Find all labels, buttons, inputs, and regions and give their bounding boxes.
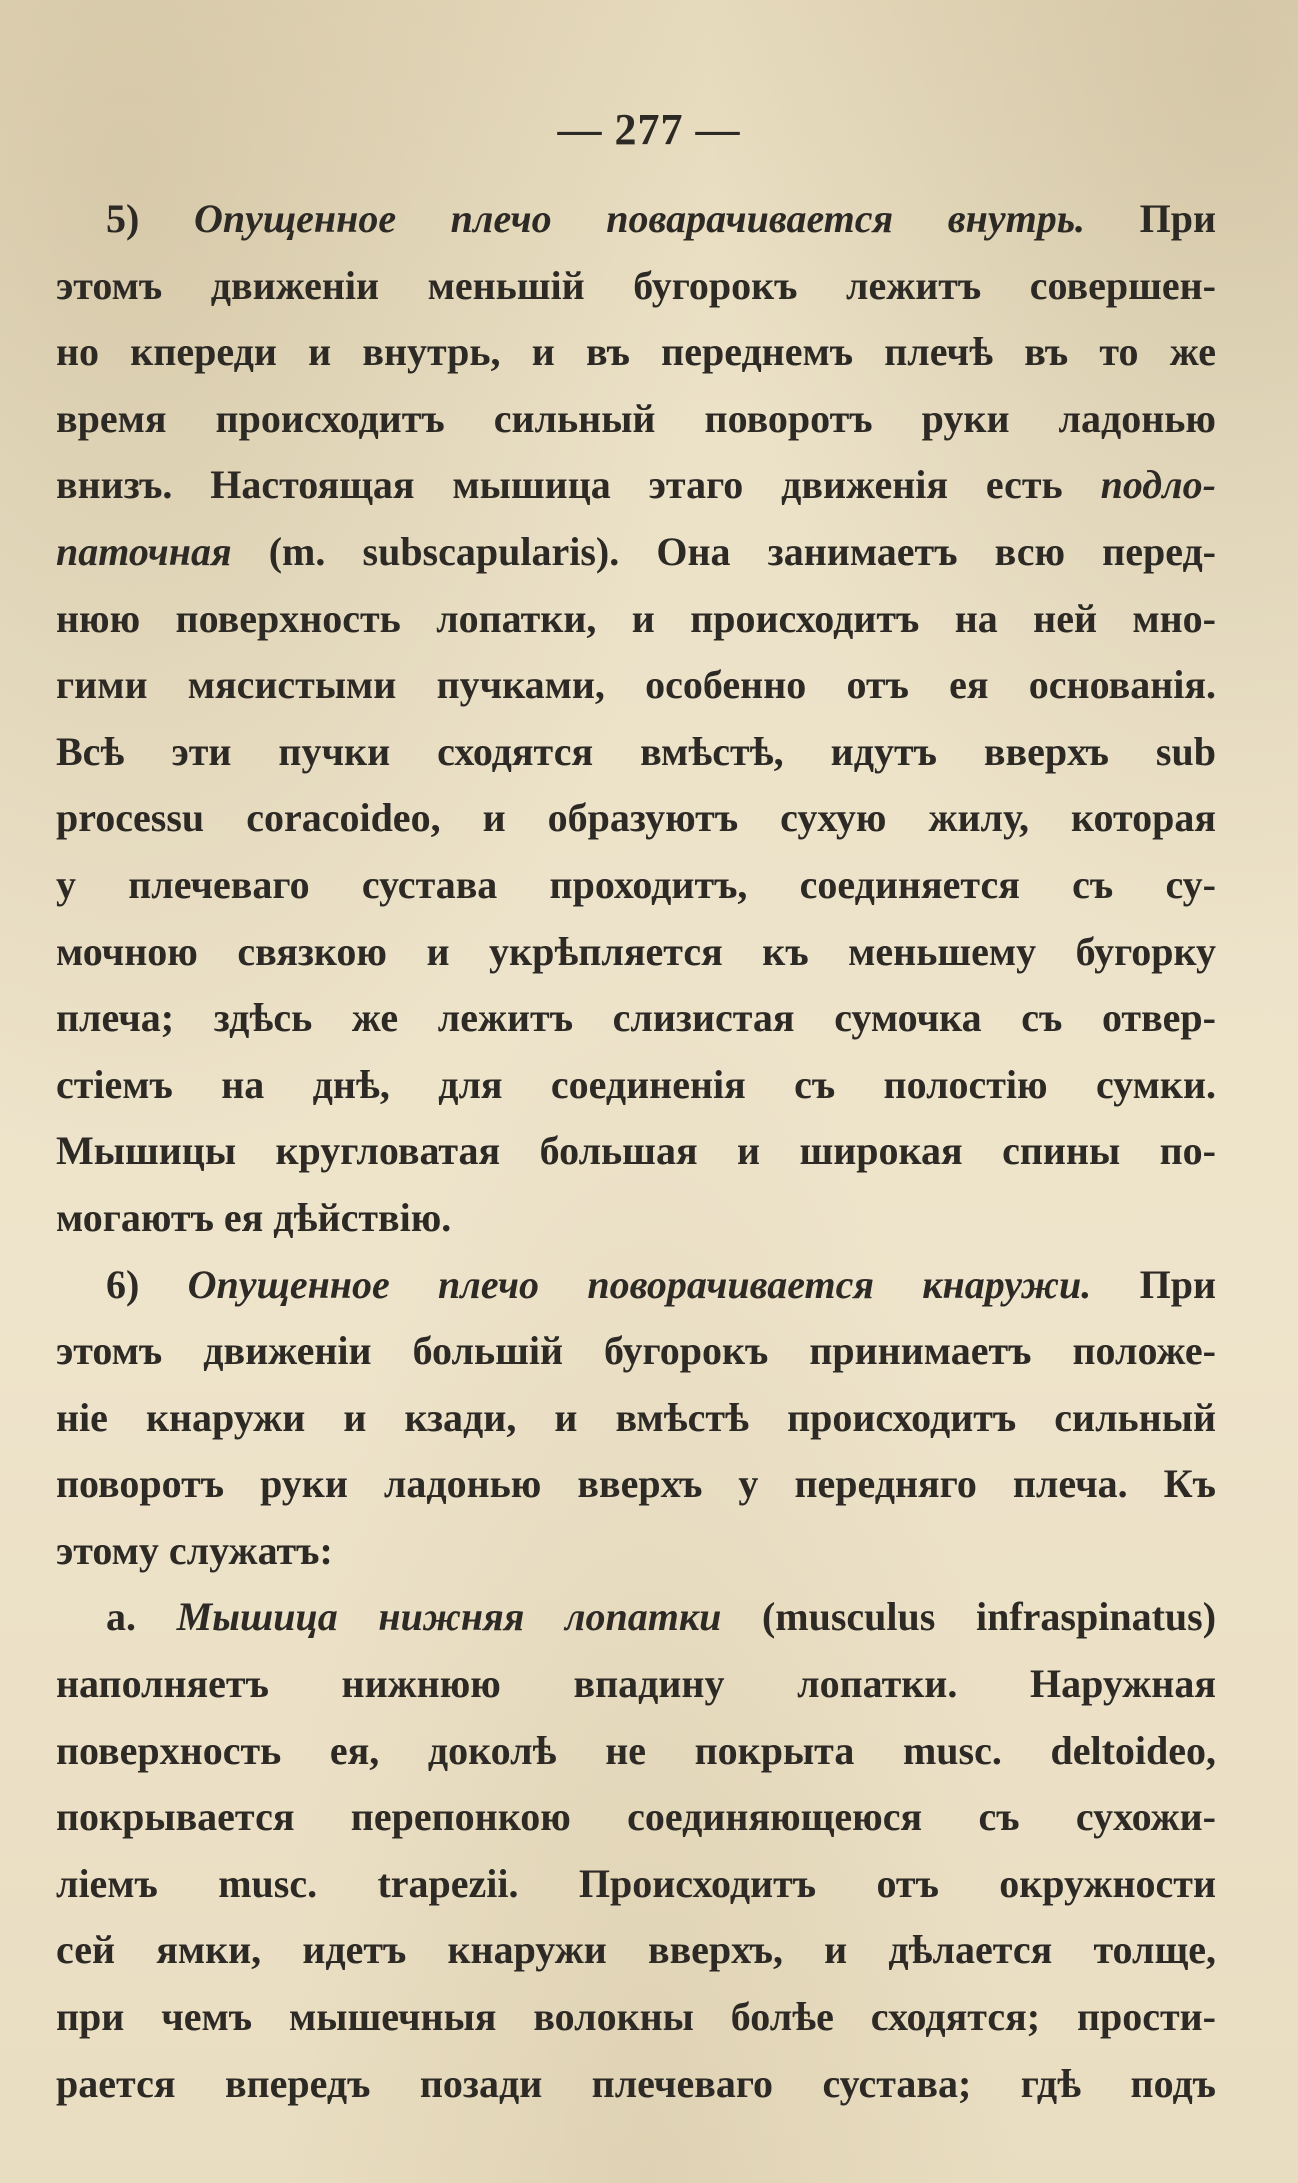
text-segment: При <box>1084 196 1216 241</box>
text-line <box>56 1185 1216 1252</box>
text-line <box>56 1651 1216 1718</box>
text-segment: 5) <box>106 196 194 241</box>
text-line <box>56 1784 1216 1851</box>
text-line <box>56 1718 1216 1785</box>
text-segment: стіемъ на днѣ, для соединенія съ полостію сумки. <box>56 1061 1216 1107</box>
text-line <box>56 186 1216 253</box>
text-line <box>56 2051 1216 2118</box>
text-line <box>56 1118 1216 1185</box>
italic-term: Опущенное плечо поворачивается кнаружи. <box>187 1261 1092 1307</box>
text-segment: поверхность ея, доколѣ не покрыта musc. deltoideo, <box>56 1727 1216 1773</box>
text-line <box>56 1584 1216 1651</box>
text-line <box>56 1917 1216 1984</box>
page-number: — 277 — <box>557 105 741 154</box>
text-line <box>56 1252 1216 1319</box>
text-line <box>56 719 1216 786</box>
text-segment: При <box>1091 1261 1216 1307</box>
text-line <box>56 1851 1216 1918</box>
text-segment: плеча; здѣсь же лежитъ слизистая сумочка съ отвер- <box>56 995 1216 1041</box>
text-line <box>56 452 1216 519</box>
text-segment: наполняетъ нижнюю впадину лопатки. Наружная <box>56 1661 1216 1707</box>
text-segment: внизъ. Настоящая мышица этаго движенія есть <box>56 462 1101 508</box>
text-line <box>56 1518 1216 1585</box>
text-segment: (m. subscapularis). Она занимаетъ всю перед- <box>231 528 1216 574</box>
text-segment: (musculus infraspinatus) <box>721 1594 1216 1640</box>
text-segment: могаютъ ея дѣйствію. <box>56 1194 452 1240</box>
italic-term: Опущенное плечо поварачивается внутрь. <box>193 196 1085 241</box>
text-line <box>56 785 1216 852</box>
text-line <box>56 919 1216 986</box>
text-segment: поворотъ руки ладонью вверхъ у передняго плеча. Къ <box>56 1461 1216 1507</box>
text-line <box>56 1984 1216 2051</box>
text-segment: при чемъ мышечныя волокны болѣе сходятся; прости- <box>56 1994 1216 2040</box>
text-segment: время происходитъ сильный поворотъ руки ладонью <box>56 395 1216 441</box>
text-line <box>56 1052 1216 1119</box>
text-segment: у плечеваго сустава проходитъ, соединяется съ су- <box>56 861 1216 907</box>
text-line <box>56 319 1216 386</box>
text-line <box>56 1318 1216 1385</box>
text-segment: сей ямки, идетъ кнаружи вверхъ, и дѣлается толще, <box>56 1927 1216 1973</box>
body-text <box>56 186 1216 2117</box>
text-segment: гими мясистыми пучками, особенно отъ ея основанія. <box>56 662 1216 708</box>
text-segment: рается впередъ позади плечеваго сустава; гдѣ подъ <box>56 2060 1216 2106</box>
text-line <box>56 652 1216 719</box>
text-line <box>56 985 1216 1052</box>
text-segment: processu coracoideo, и образуютъ сухую жилу, которая <box>56 795 1216 841</box>
text-segment: этому служатъ: <box>56 1527 333 1573</box>
italic-term: Мышица нижняя лопатки <box>176 1594 722 1640</box>
text-segment: 6) <box>106 1261 188 1307</box>
text-segment: этомъ движенiи большій бугорокъ принимаетъ положе- <box>56 1328 1216 1374</box>
text-segment: нюю поверхность лопатки, и происходитъ на ней мно- <box>56 595 1216 641</box>
text-segment: покрывается перепонкою соединяющеюся съ сухожи- <box>56 1794 1216 1840</box>
text-segment: ліемъ musc. trapezii. Происходитъ отъ окружности <box>56 1860 1216 1906</box>
text-line <box>56 386 1216 453</box>
text-segment: но кпереди и внутрь, и въ переднемъ плечѣ въ то же <box>56 329 1216 375</box>
text-segment: ніе кнаружи и кзади, и вмѣстѣ происходитъ сильный <box>56 1394 1216 1440</box>
italic-term: паточная <box>56 528 232 574</box>
text-line <box>56 1385 1216 1452</box>
text-line <box>56 852 1216 919</box>
text-segment: этомъ движенiи меньшій бугорокъ лежитъ совершен- <box>56 262 1216 308</box>
text-line <box>56 519 1216 586</box>
text-segment: Мышицы кругловатая большая и широкая спины по- <box>56 1128 1216 1174</box>
text-segment: a. <box>106 1594 177 1640</box>
text-segment: Всѣ эти пучки сходятся вмѣстѣ, идутъ вверхъ sub <box>56 728 1216 774</box>
text-line <box>56 253 1216 320</box>
italic-term: подло- <box>1100 462 1216 508</box>
text-segment: мочною связкою и укрѣпляется къ меньшему бугорку <box>56 928 1216 974</box>
text-line <box>56 1451 1216 1518</box>
text-line <box>56 586 1216 653</box>
